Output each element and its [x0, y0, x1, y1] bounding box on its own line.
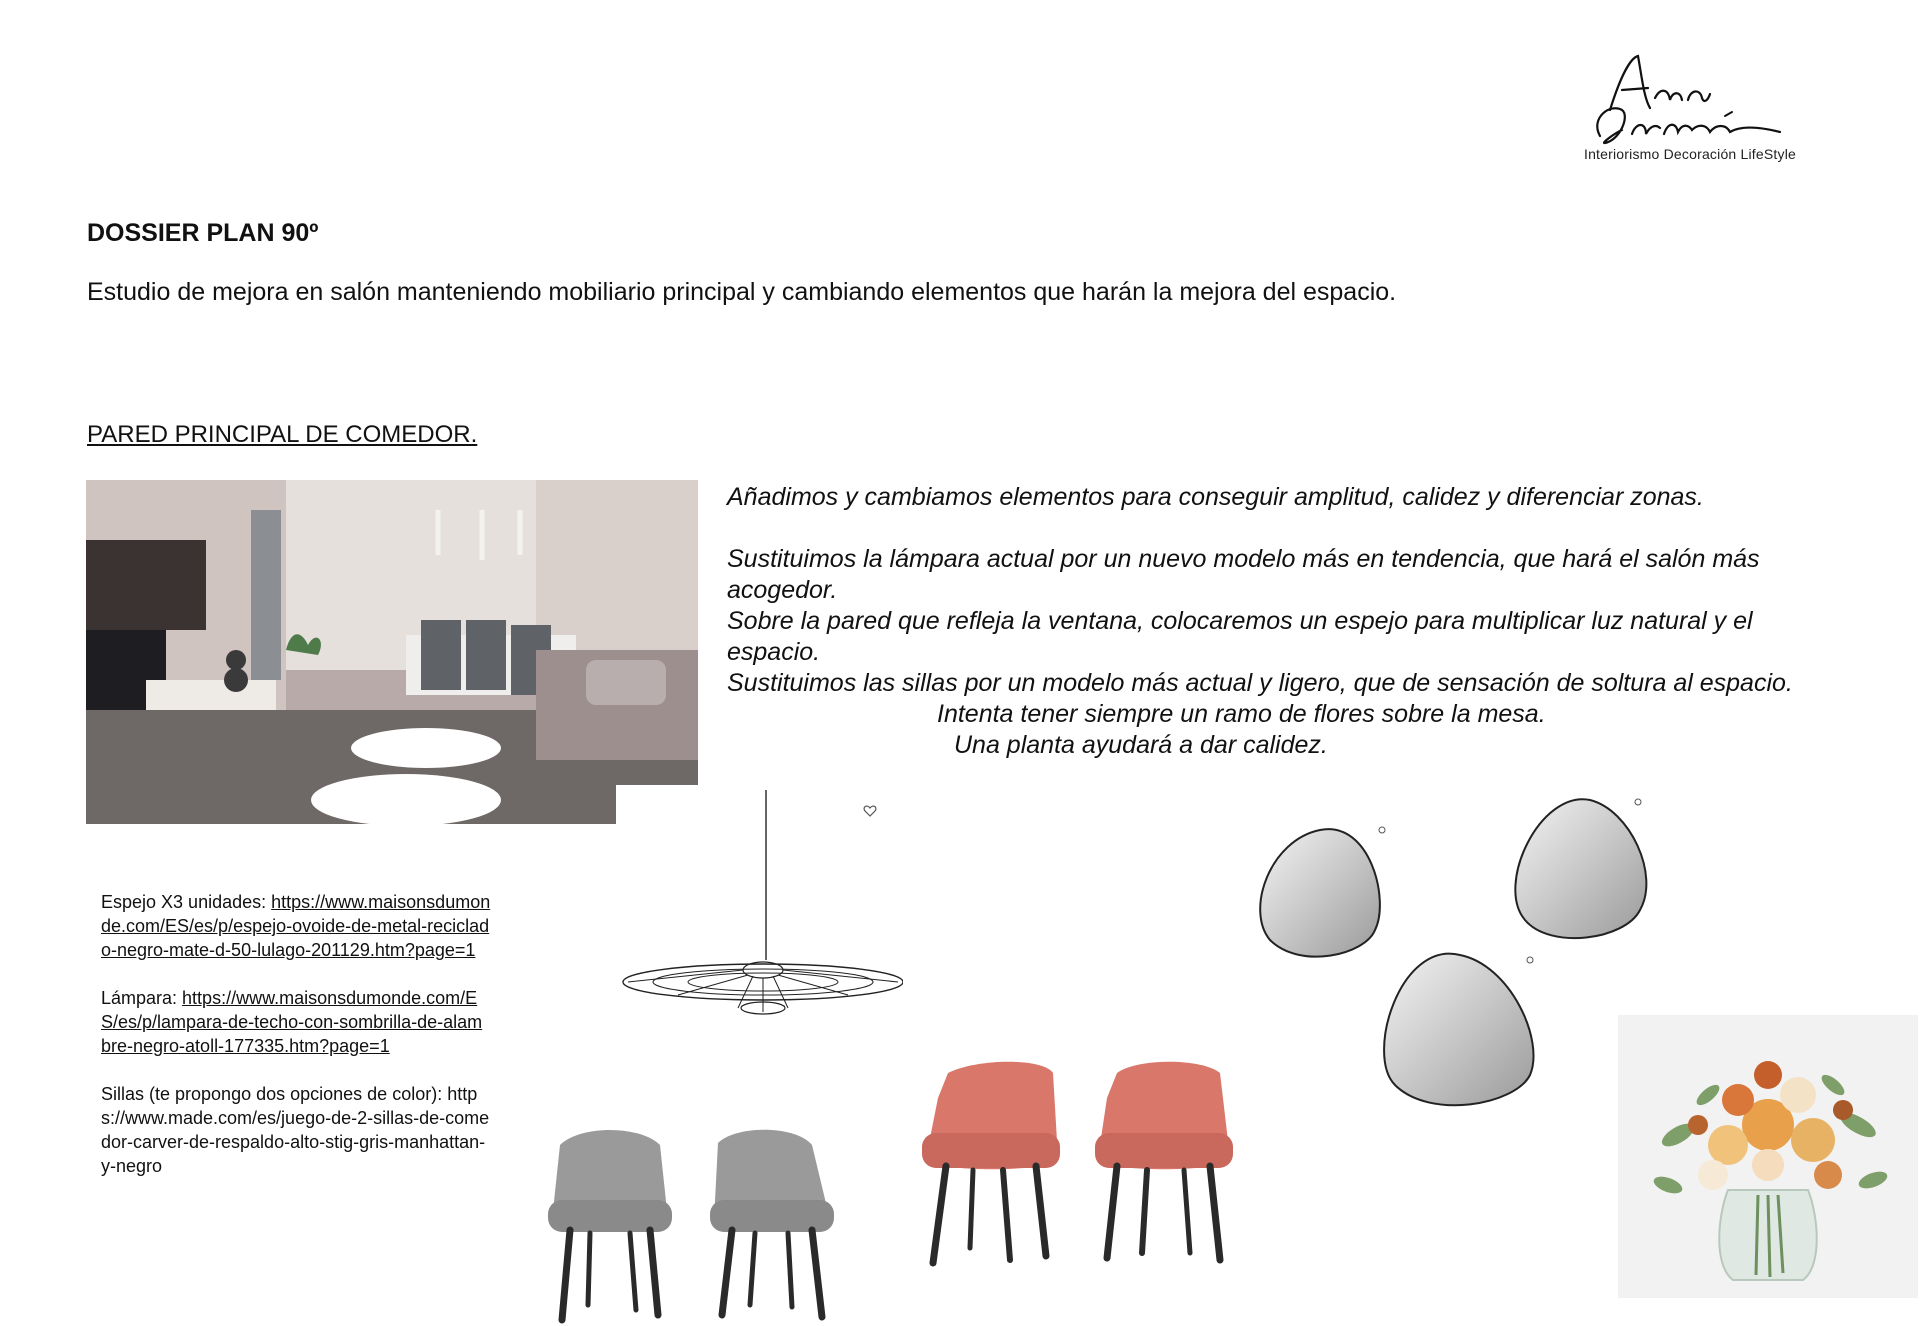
- mirror-link-label: Espejo X3 unidades:: [101, 892, 272, 912]
- proposal-flowers: Intenta tener siempre un ramo de flores sobre la mesa.: [937, 700, 1546, 728]
- section-title: PARED PRINCIPAL DE COMEDOR.: [87, 421, 478, 448]
- pink-chair-image: [918, 1058, 1063, 1268]
- document-subtitle: Estudio de mejora en salón manteniendo mobiliario principal y cambiando elementos que harán la mejora del espacio.: [87, 278, 1397, 306]
- flower-bouquet-image: [1618, 1015, 1918, 1298]
- chairs-link-text: Sillas (te propongo dos opciones de color): https://www.made.com/es/juego-de-2-sillas-de-comedor-carver-de-respaldo-alto-stig-gris-manhattan-y-negro: [101, 1084, 490, 1176]
- lamp-link-item: [101, 986, 491, 1058]
- proposal-mirror: Sobre la pared que refleja la ventana, colocaremos un espejo para multiplicar luz natural y el espacio.: [727, 607, 1753, 666]
- pink-chair-image: [1092, 1058, 1237, 1268]
- proposal-intro: Añadimos y cambiamos elementos para conseguir amplitud, calidez y diferenciar zonas.: [727, 483, 1704, 511]
- grey-chair-image: [540, 1125, 680, 1325]
- product-links: [101, 890, 491, 1202]
- proposal-plant: Una planta ayudará a dar calidez.: [954, 731, 1328, 759]
- proposal-chairs: Sustituimos las sillas por un modelo más actual y ligero, que de sensación de soltura al espacio.: [727, 669, 1793, 697]
- room-photo: [86, 480, 698, 824]
- mirror-link[interactable]: https://www.maisonsdumonde.com/ES/es/p/espejo-ovoide-de-metal-reciclado-negro-mate-d-50-lulago-201129.htm?page=1: [101, 892, 491, 960]
- pendant-lamp-image: [618, 790, 903, 1030]
- proposal-text: [727, 482, 1827, 761]
- logo-signature: [1560, 48, 1820, 148]
- mirror-link-item: [101, 890, 491, 962]
- proposal-lamp: Sustituimos la lámpara actual por un nuevo modelo más en tendencia, que hará el salón más acogedor.: [727, 545, 1760, 604]
- lamp-link-label: Lámpara:: [101, 988, 183, 1008]
- mirrors-image: [1240, 790, 1670, 1130]
- grey-chair-image: [700, 1125, 840, 1325]
- lamp-link[interactable]: https://www.maisonsdumonde.com/ES/es/p/lampara-de-techo-con-sombrilla-de-alambre-negro-atoll-177335.htm?page=1: [101, 988, 483, 1056]
- brand-logo: [1560, 48, 1820, 173]
- document-title: DOSSIER PLAN 90º: [87, 219, 319, 247]
- logo-tagline: Interiorismo Decoración LifeStyle: [1583, 146, 1797, 162]
